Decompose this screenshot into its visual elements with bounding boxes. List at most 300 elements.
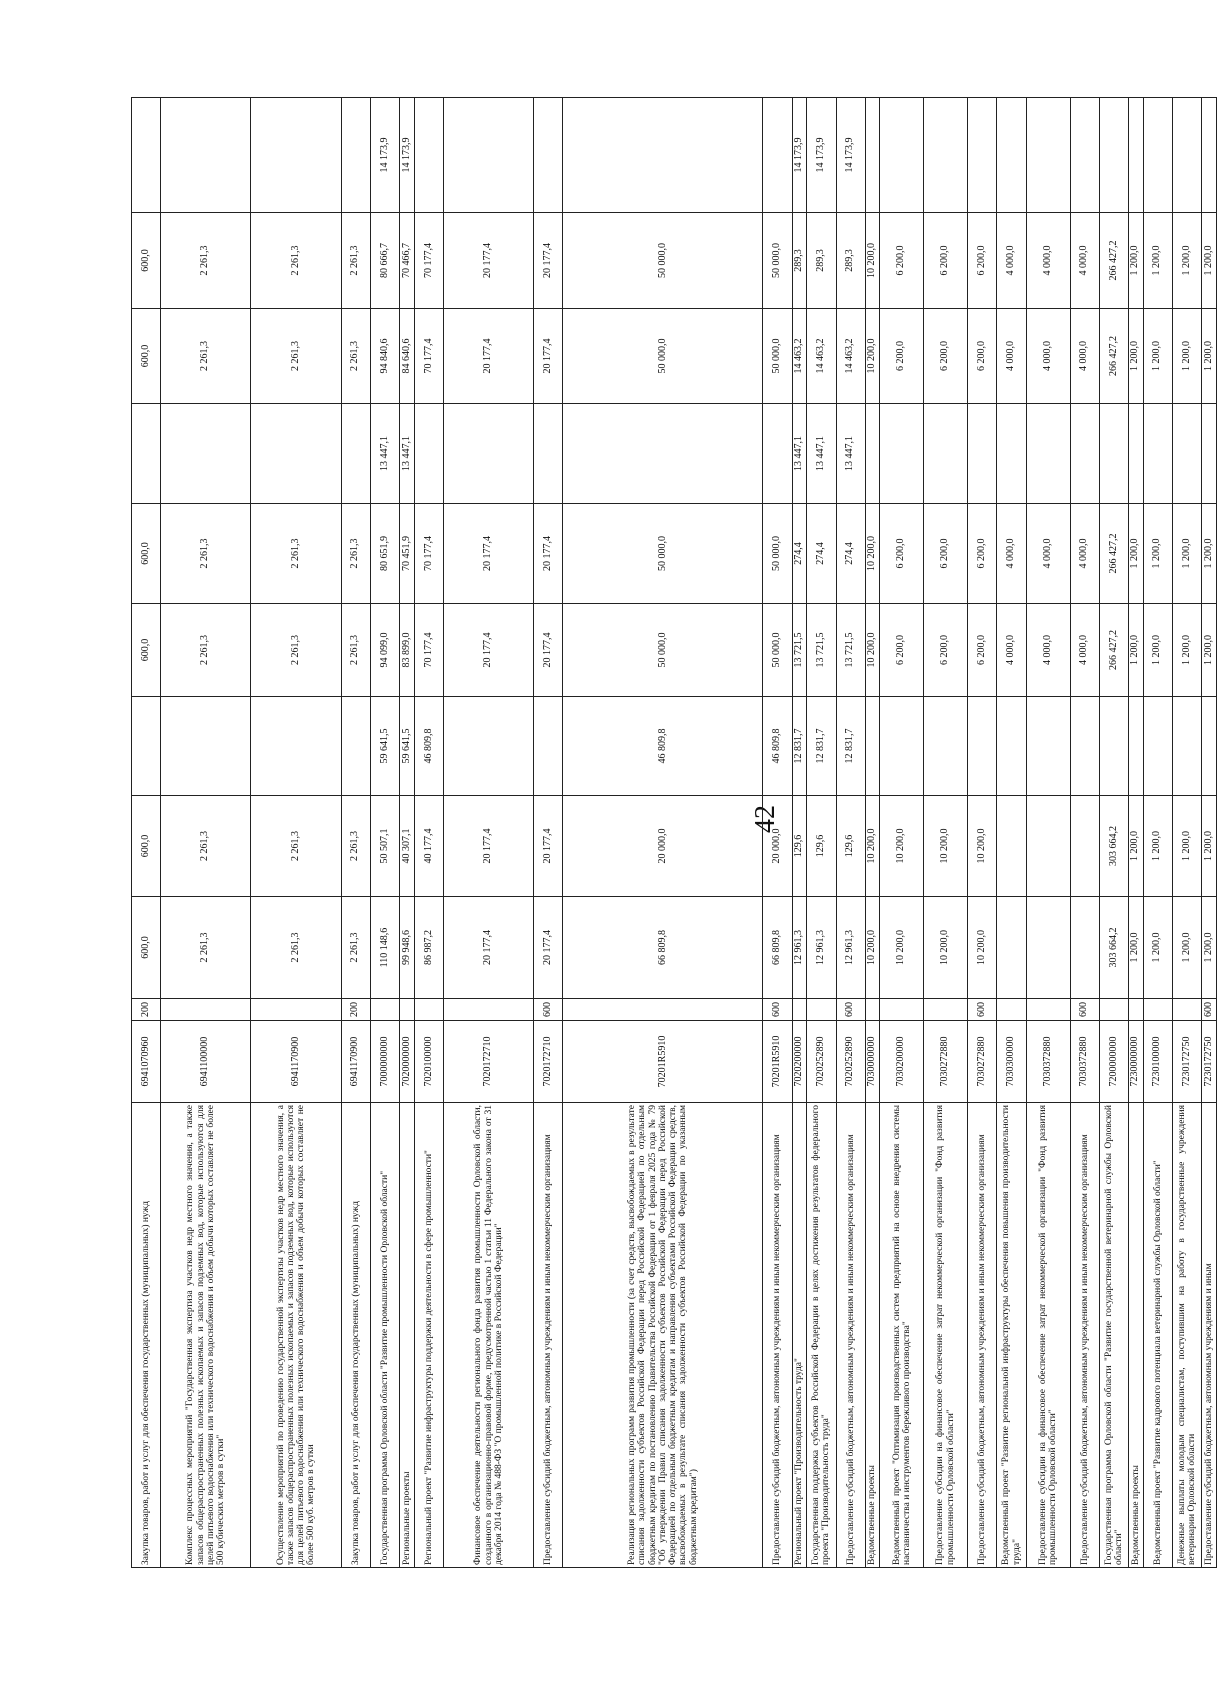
- amount-cell: 20 177,4: [534, 213, 563, 309]
- expense-type-cell: 600: [968, 999, 997, 1021]
- amount-cell: [132, 697, 161, 796]
- target-code-cell: 6941170900: [341, 1021, 370, 1103]
- amount-cell: [1026, 404, 1070, 504]
- target-code-cell: 6941100000: [161, 1021, 251, 1103]
- amount-cell: [1026, 796, 1070, 897]
- target-code-cell: 7020100000: [414, 1021, 443, 1103]
- amount-cell: 2 261,3: [341, 504, 370, 604]
- row-name-cell: Региональный проект "Производительность труда": [792, 1103, 807, 1568]
- amount-cell: 4 000,0: [1026, 504, 1070, 604]
- amount-cell: [1070, 796, 1099, 897]
- expense-type-cell: 600: [534, 999, 563, 1021]
- amount-cell: 12 831,7: [792, 697, 807, 796]
- amount-cell: [880, 697, 924, 796]
- amount-cell: 13 447,1: [792, 404, 807, 504]
- amount-cell: [1099, 98, 1128, 213]
- table-row: [161, 98, 251, 1568]
- amount-cell: 46 809,8: [563, 697, 763, 796]
- amount-cell: 2 261,3: [341, 213, 370, 309]
- amount-cell: 1 200,0: [1172, 213, 1201, 309]
- amount-cell: 46 809,8: [414, 697, 443, 796]
- amount-cell: 20 177,4: [534, 604, 563, 697]
- expense-type-cell: [400, 999, 415, 1021]
- amount-cell: [1026, 98, 1070, 213]
- amount-cell: 2 261,3: [161, 796, 251, 897]
- amount-cell: 1 200,0: [1172, 309, 1201, 404]
- table-row: [1129, 98, 1144, 1568]
- amount-cell: 70 177,4: [414, 504, 443, 604]
- amount-cell: 10 200,0: [865, 504, 880, 604]
- amount-cell: 66 809,8: [763, 897, 792, 999]
- amount-cell: [161, 404, 251, 504]
- expense-type-cell: 200: [341, 999, 370, 1021]
- amount-cell: 266 427,2: [1099, 604, 1128, 697]
- amount-cell: 274,4: [807, 504, 836, 604]
- amount-cell: [1070, 404, 1099, 504]
- amount-cell: 1 200,0: [1202, 213, 1217, 309]
- amount-cell: 4 000,0: [997, 213, 1026, 309]
- expense-type-cell: 600: [836, 999, 865, 1021]
- amount-cell: 6 200,0: [968, 504, 997, 604]
- expense-type-cell: [161, 999, 251, 1021]
- amount-cell: 2 261,3: [341, 604, 370, 697]
- expense-type-cell: [1026, 999, 1070, 1021]
- amount-cell: 20 177,4: [444, 796, 534, 897]
- amount-cell: 4 000,0: [997, 309, 1026, 404]
- amount-cell: [763, 98, 792, 213]
- amount-cell: 6 200,0: [968, 213, 997, 309]
- target-code-cell: 7020000000: [400, 1021, 415, 1103]
- amount-cell: 266 427,2: [1099, 309, 1128, 404]
- amount-cell: 6 200,0: [968, 309, 997, 404]
- amount-cell: 1 200,0: [1143, 213, 1172, 309]
- table-row: [1202, 98, 1217, 1568]
- amount-cell: [865, 98, 880, 213]
- amount-cell: 80 651,9: [370, 504, 399, 604]
- amount-cell: 6 200,0: [880, 604, 924, 697]
- amount-cell: [763, 404, 792, 504]
- amount-cell: [997, 897, 1026, 999]
- target-code-cell: 7230172750: [1202, 1021, 1217, 1103]
- amount-cell: 14 463,2: [836, 309, 865, 404]
- amount-cell: 1 200,0: [1143, 604, 1172, 697]
- expense-type-cell: [924, 999, 968, 1021]
- row-name-cell: Комплекс процессных мероприятий "Государственная экспертиза участков недр местного значения, а также запасов общераспространенных полезных ископаемых и запасов подземных вод, которые используются для целей питьевого водоснабжения или технического водоснабжения и объем добычи которых составляет не более 500 кубических метров в сутки": [161, 1103, 251, 1568]
- amount-cell: [132, 404, 161, 504]
- amount-cell: 66 809,8: [563, 897, 763, 999]
- amount-cell: [444, 404, 534, 504]
- amount-cell: 289,3: [792, 213, 807, 309]
- expense-type-cell: [997, 999, 1026, 1021]
- amount-cell: 12 831,7: [836, 697, 865, 796]
- amount-cell: 10 200,0: [924, 796, 968, 897]
- amount-cell: 2 261,3: [251, 604, 341, 697]
- amount-cell: 10 200,0: [865, 309, 880, 404]
- amount-cell: [534, 404, 563, 504]
- table-row: [1099, 98, 1128, 1568]
- row-name-cell: Финансовое обеспечение деятельности регионального фонда развития промышленности Орловской области, созданного в организационно-правовой форме, предусмотренной частью 1 статьи 11 Федерального закона от 31 декабря 2014 года № 488-ФЗ "О промышленной политике в Российской Федерации": [444, 1103, 534, 1568]
- row-name-cell: Предоставление субсидий бюджетным, автономным учреждениям и иным некоммерческим организациям: [968, 1103, 997, 1568]
- amount-cell: 2 261,3: [341, 796, 370, 897]
- row-name-cell: Предоставление субсидий бюджетным, автономным учреждениям и иным: [1202, 1103, 1217, 1568]
- amount-cell: [880, 404, 924, 504]
- amount-cell: 6 200,0: [924, 213, 968, 309]
- amount-cell: 12 961,3: [836, 897, 865, 999]
- amount-cell: 2 261,3: [161, 604, 251, 697]
- expense-type-cell: [251, 999, 341, 1021]
- amount-cell: 13 721,5: [807, 604, 836, 697]
- amount-cell: 40 307,1: [400, 796, 415, 897]
- table-row: [341, 98, 370, 1568]
- amount-cell: 20 177,4: [534, 897, 563, 999]
- amount-cell: [414, 98, 443, 213]
- amount-cell: 266 427,2: [1099, 504, 1128, 604]
- table-row: [792, 98, 807, 1568]
- amount-cell: 4 000,0: [1070, 309, 1099, 404]
- amount-cell: [414, 404, 443, 504]
- table-row: [1026, 98, 1070, 1568]
- target-code-cell: 6941170900: [251, 1021, 341, 1103]
- amount-cell: 40 177,4: [414, 796, 443, 897]
- amount-cell: [563, 404, 763, 504]
- amount-cell: 600,0: [132, 504, 161, 604]
- expense-type-cell: [807, 999, 836, 1021]
- amount-cell: [251, 404, 341, 504]
- amount-cell: 20 177,4: [444, 897, 534, 999]
- amount-cell: 129,6: [836, 796, 865, 897]
- amount-cell: 86 987,2: [414, 897, 443, 999]
- table-row: [414, 98, 443, 1568]
- amount-cell: 1 200,0: [1129, 897, 1144, 999]
- amount-cell: 13 447,1: [370, 404, 399, 504]
- amount-cell: [968, 98, 997, 213]
- expense-type-cell: [865, 999, 880, 1021]
- row-name-cell: Закупка товаров, работ и услуг для обеспечения государственных (муниципальных) нужд: [341, 1103, 370, 1568]
- amount-cell: [341, 98, 370, 213]
- amount-cell: 10 200,0: [865, 897, 880, 999]
- amount-cell: [997, 697, 1026, 796]
- amount-cell: 1 200,0: [1202, 504, 1217, 604]
- amount-cell: [997, 98, 1026, 213]
- amount-cell: 1 200,0: [1129, 604, 1144, 697]
- amount-cell: 129,6: [807, 796, 836, 897]
- amount-cell: 2 261,3: [251, 309, 341, 404]
- row-name-cell: Ведомственный проект "Развитие региональной инфраструктуры обеспечения повышения производительности труда": [997, 1103, 1026, 1568]
- amount-cell: 83 899,0: [400, 604, 415, 697]
- table-row: [997, 98, 1026, 1568]
- amount-cell: 14 173,9: [807, 98, 836, 213]
- amount-cell: [924, 98, 968, 213]
- row-name-cell: Денежные выплаты молодым специалистам, поступившим на работу в государственные учреждения ветеринарии Орловской области: [1172, 1103, 1201, 1568]
- amount-cell: 6 200,0: [880, 504, 924, 604]
- amount-cell: 99 948,6: [400, 897, 415, 999]
- amount-cell: 6 200,0: [880, 213, 924, 309]
- amount-cell: 1 200,0: [1129, 504, 1144, 604]
- expense-type-cell: [1172, 999, 1201, 1021]
- amount-cell: 2 261,3: [161, 897, 251, 999]
- amount-cell: 50 000,0: [763, 604, 792, 697]
- amount-cell: 20 177,4: [444, 604, 534, 697]
- target-code-cell: 7230100000: [1143, 1021, 1172, 1103]
- amount-cell: 600,0: [132, 604, 161, 697]
- table-row: [444, 98, 534, 1568]
- target-code-cell: 7020200000: [792, 1021, 807, 1103]
- row-name-cell: Ведомственные проекты: [1129, 1103, 1144, 1568]
- target-code-cell: 7030372880: [1070, 1021, 1099, 1103]
- amount-cell: [1099, 404, 1128, 504]
- amount-cell: 14 173,9: [370, 98, 399, 213]
- amount-cell: 1 200,0: [1202, 309, 1217, 404]
- amount-cell: [1143, 404, 1172, 504]
- amount-cell: [968, 697, 997, 796]
- expense-type-cell: [792, 999, 807, 1021]
- amount-cell: 12 831,7: [807, 697, 836, 796]
- amount-cell: [1129, 697, 1144, 796]
- amount-cell: [1099, 697, 1128, 796]
- amount-cell: [997, 404, 1026, 504]
- table-row: [924, 98, 968, 1568]
- amount-cell: 14 173,9: [836, 98, 865, 213]
- expense-type-cell: 600: [763, 999, 792, 1021]
- amount-cell: [161, 98, 251, 213]
- amount-cell: [251, 697, 341, 796]
- amount-cell: 1 200,0: [1143, 309, 1172, 404]
- amount-cell: 13 721,5: [792, 604, 807, 697]
- row-name-cell: Предоставление субсидии на финансовое обеспечение затрат некоммерческой организации "Фонд развития промышленности Орловской области": [1026, 1103, 1070, 1568]
- amount-cell: 2 261,3: [251, 213, 341, 309]
- amount-cell: [968, 404, 997, 504]
- amount-cell: 13 447,1: [836, 404, 865, 504]
- amount-cell: 4 000,0: [1070, 604, 1099, 697]
- row-name-cell: Региональный проект "Развитие инфраструктуры поддержки деятельности в сфере промышленности": [414, 1103, 443, 1568]
- amount-cell: 80 666,7: [370, 213, 399, 309]
- target-code-cell: 7230000000: [1129, 1021, 1144, 1103]
- amount-cell: [1172, 98, 1201, 213]
- target-code-cell: 7020172710: [534, 1021, 563, 1103]
- expense-type-cell: [563, 999, 763, 1021]
- amount-cell: [161, 697, 251, 796]
- amount-cell: 13 721,5: [836, 604, 865, 697]
- amount-cell: [924, 404, 968, 504]
- table-row: [880, 98, 924, 1568]
- expense-type-cell: [1143, 999, 1172, 1021]
- amount-cell: 2 261,3: [341, 897, 370, 999]
- expense-type-cell: [1099, 999, 1128, 1021]
- rotated-table-container: [131, 98, 1216, 1568]
- amount-cell: 2 261,3: [161, 213, 251, 309]
- amount-cell: 600,0: [132, 213, 161, 309]
- row-name-cell: Ведомственный проект "Оптимизация производственных систем предприятий на основе внедрения системы наставничества и инструментов бережливого производства": [880, 1103, 924, 1568]
- amount-cell: 4 000,0: [1026, 309, 1070, 404]
- amount-cell: [997, 796, 1026, 897]
- amount-cell: [1202, 98, 1217, 213]
- amount-cell: [251, 98, 341, 213]
- table-row: [763, 98, 792, 1568]
- table-row: [807, 98, 836, 1568]
- amount-cell: 1 200,0: [1172, 604, 1201, 697]
- amount-cell: [1129, 98, 1144, 213]
- amount-cell: [1026, 897, 1070, 999]
- amount-cell: 2 261,3: [251, 796, 341, 897]
- amount-cell: 13 447,1: [400, 404, 415, 504]
- amount-cell: 10 200,0: [968, 897, 997, 999]
- target-code-cell: 70201R5910: [563, 1021, 763, 1103]
- table-row: [1143, 98, 1172, 1568]
- target-code-cell: 7000000000: [370, 1021, 399, 1103]
- amount-cell: 13 447,1: [807, 404, 836, 504]
- row-name-cell: Предоставление субсидий бюджетным, автономным учреждениям и иным некоммерческим организациям: [534, 1103, 563, 1568]
- table-row: [251, 98, 341, 1568]
- amount-cell: 14 463,2: [807, 309, 836, 404]
- amount-cell: 274,4: [836, 504, 865, 604]
- row-name-cell: Государственная программа Орловской области "Развитие промышленности Орловской области": [370, 1103, 399, 1568]
- amount-cell: [924, 697, 968, 796]
- amount-cell: 2 261,3: [251, 897, 341, 999]
- amount-cell: 1 200,0: [1129, 796, 1144, 897]
- amount-cell: 289,3: [836, 213, 865, 309]
- row-name-cell: Предоставление субсидий бюджетным, автономным учреждениям и иным некоммерческим организациям: [836, 1103, 865, 1568]
- amount-cell: 20 177,4: [444, 309, 534, 404]
- amount-cell: [1070, 697, 1099, 796]
- target-code-cell: 7200000000: [1099, 1021, 1128, 1103]
- amount-cell: 1 200,0: [1202, 604, 1217, 697]
- amount-cell: 20 177,4: [534, 309, 563, 404]
- row-name-cell: Закупка товаров, работ и услуг для обеспечения государственных (муниципальных) нужд: [132, 1103, 161, 1568]
- expense-type-cell: 600: [1202, 999, 1217, 1021]
- amount-cell: 14 173,9: [792, 98, 807, 213]
- amount-cell: 46 809,8: [763, 697, 792, 796]
- table-row: [836, 98, 865, 1568]
- amount-cell: 1 200,0: [1129, 213, 1144, 309]
- amount-cell: 4 000,0: [1070, 504, 1099, 604]
- amount-cell: 10 200,0: [865, 796, 880, 897]
- expense-type-cell: [414, 999, 443, 1021]
- amount-cell: 20 177,4: [444, 504, 534, 604]
- amount-cell: 2 261,3: [251, 504, 341, 604]
- amount-cell: [1129, 404, 1144, 504]
- amount-cell: [1026, 697, 1070, 796]
- amount-cell: 70 177,4: [414, 309, 443, 404]
- expense-type-cell: [1129, 999, 1144, 1021]
- table-row: [1172, 98, 1201, 1568]
- amount-cell: 10 200,0: [924, 897, 968, 999]
- target-code-cell: 7020252890: [807, 1021, 836, 1103]
- amount-cell: 6 200,0: [924, 504, 968, 604]
- amount-cell: [1070, 897, 1099, 999]
- amount-cell: 50 507,1: [370, 796, 399, 897]
- amount-cell: [132, 98, 161, 213]
- amount-cell: 10 200,0: [968, 796, 997, 897]
- row-name-cell: Предоставление субсидий бюджетным, автономным учреждениям и иным некоммерческим организациям: [1070, 1103, 1099, 1568]
- amount-cell: [880, 98, 924, 213]
- amount-cell: 12 961,3: [807, 897, 836, 999]
- amount-cell: 289,3: [807, 213, 836, 309]
- amount-cell: 1 200,0: [1143, 796, 1172, 897]
- page-number: 42: [750, 805, 781, 833]
- amount-cell: 4 000,0: [1070, 213, 1099, 309]
- amount-cell: 20 177,4: [534, 796, 563, 897]
- amount-cell: 10 200,0: [865, 604, 880, 697]
- amount-cell: 6 200,0: [924, 604, 968, 697]
- amount-cell: 20 000,0: [763, 796, 792, 897]
- amount-cell: [1172, 697, 1201, 796]
- amount-cell: 4 000,0: [997, 604, 1026, 697]
- amount-cell: 1 200,0: [1202, 796, 1217, 897]
- table-row: [1070, 98, 1099, 1568]
- amount-cell: 600,0: [132, 796, 161, 897]
- amount-cell: 2 261,3: [341, 309, 370, 404]
- target-code-cell: 7030300000: [997, 1021, 1026, 1103]
- amount-cell: 14 463,2: [792, 309, 807, 404]
- amount-cell: 70 177,4: [414, 604, 443, 697]
- amount-cell: 303 664,2: [1099, 897, 1128, 999]
- expense-type-cell: 200: [132, 999, 161, 1021]
- amount-cell: [444, 697, 534, 796]
- amount-cell: 50 000,0: [763, 213, 792, 309]
- amount-cell: 10 200,0: [880, 796, 924, 897]
- amount-cell: 129,6: [792, 796, 807, 897]
- amount-cell: 50 000,0: [563, 309, 763, 404]
- amount-cell: 1 200,0: [1202, 897, 1217, 999]
- amount-cell: [444, 98, 534, 213]
- amount-cell: 110 148,6: [370, 897, 399, 999]
- target-code-cell: 7020172710: [444, 1021, 534, 1103]
- amount-cell: 266 427,2: [1099, 213, 1128, 309]
- table-row: [563, 98, 763, 1568]
- row-name-cell: Региональные проекты: [400, 1103, 415, 1568]
- target-code-cell: 7030200000: [880, 1021, 924, 1103]
- target-code-cell: 7020252890: [836, 1021, 865, 1103]
- budget-table: [131, 97, 1217, 1568]
- amount-cell: [534, 98, 563, 213]
- amount-cell: 59 641,5: [370, 697, 399, 796]
- amount-cell: 50 000,0: [763, 504, 792, 604]
- target-code-cell: 70201R5910: [763, 1021, 792, 1103]
- amount-cell: 10 200,0: [865, 213, 880, 309]
- amount-cell: 6 200,0: [880, 309, 924, 404]
- row-name-cell: Государственная программа Орловской области "Развитие государственной ветеринарной службы Орловской области": [1099, 1103, 1128, 1568]
- amount-cell: [865, 404, 880, 504]
- target-code-cell: 7030372880: [1026, 1021, 1070, 1103]
- amount-cell: 50 000,0: [563, 504, 763, 604]
- amount-cell: 94 840,6: [370, 309, 399, 404]
- row-name-cell: Предоставление субсидии на финансовое обеспечение затрат некоммерческой организации "Фонд развития промышленности Орловской области": [924, 1103, 968, 1568]
- amount-cell: 303 664,2: [1099, 796, 1128, 897]
- amount-cell: [865, 697, 880, 796]
- amount-cell: 2 261,3: [161, 504, 251, 604]
- amount-cell: [341, 404, 370, 504]
- amount-cell: 4 000,0: [997, 504, 1026, 604]
- amount-cell: 6 200,0: [924, 309, 968, 404]
- amount-cell: [1202, 404, 1217, 504]
- amount-cell: 1 200,0: [1172, 504, 1201, 604]
- row-name-cell: Осуществление мероприятий по проведению государственной экспертизы участков недр местного значения, а также запасов общераспространенных полезных ископаемых и запасов подземных вод, которые используются для целей питьевого водоснабжения или технического водоснабжения и объем добычи которых составляет не более 500 куб. метров в сутки: [251, 1103, 341, 1568]
- row-name-cell: Государственная поддержка субъектов Российской Федерации в целях достижения результатов федерального проекта "Производительность труда": [807, 1103, 836, 1568]
- amount-cell: [1143, 98, 1172, 213]
- amount-cell: 50 000,0: [563, 604, 763, 697]
- row-name-cell: Ведомственный проект "Развитие кадрового потенциала ветеринарной службы Орловской области": [1143, 1103, 1172, 1568]
- amount-cell: 600,0: [132, 897, 161, 999]
- expense-type-cell: 600: [1070, 999, 1099, 1021]
- amount-cell: 600,0: [132, 309, 161, 404]
- amount-cell: 14 173,9: [400, 98, 415, 213]
- amount-cell: 20 177,4: [534, 504, 563, 604]
- table-row: [534, 98, 563, 1568]
- amount-cell: 50 000,0: [563, 213, 763, 309]
- amount-cell: 4 000,0: [1026, 213, 1070, 309]
- expense-type-cell: [444, 999, 534, 1021]
- amount-cell: 59 641,5: [400, 697, 415, 796]
